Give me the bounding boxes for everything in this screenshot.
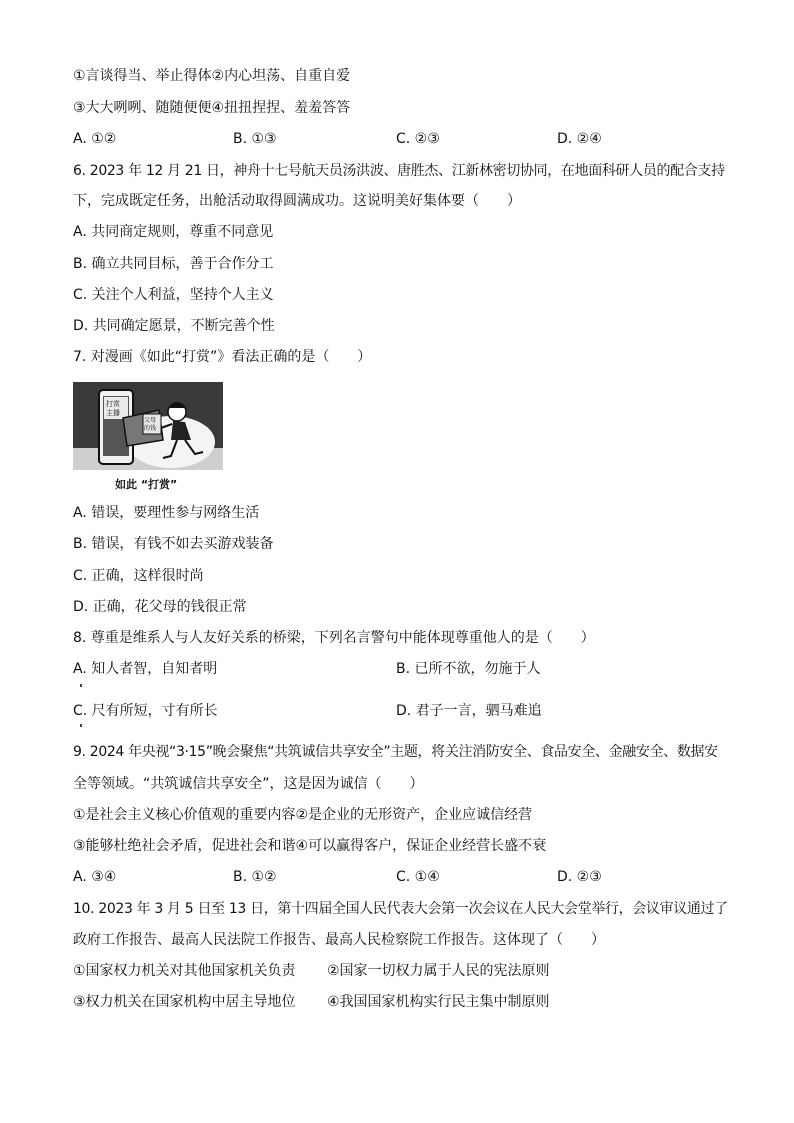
q7-option-b: B. 错误，有钱不如去买游戏装备 <box>73 536 274 552</box>
q8-option-a: A. 知人者智，自知者明 <box>73 661 218 677</box>
q7-cartoon-caption: 如此 “打赏” <box>115 478 178 491</box>
q7-stem: 7. 对漫画《如此“打赏”》看法正确的是（ ） <box>73 349 372 365</box>
q10-item-3: ③权力机关在国家机构中居主导地位 <box>73 994 296 1010</box>
q6-option-c: C. 关注个人利益，坚持个人主义 <box>73 287 274 303</box>
cartoon-bag-text-1: 父母 <box>144 417 157 424</box>
scan-mark <box>80 684 82 687</box>
q6-option-a: A. 共同商定规则，尊重不同意见 <box>73 224 274 240</box>
q10-item-2: ②国家一切权力属于人民的宪法原则 <box>327 963 550 979</box>
q9-option-c: C. ①④ <box>396 869 440 885</box>
cartoon-bag-text-2: 的钱 <box>144 425 157 432</box>
q8-option-b: B. 已所不欲，勿施于人 <box>396 661 541 677</box>
q5-option-b: B. ①③ <box>233 131 277 147</box>
q6-stem-line-1: 6. 2023 年 12 月 21 日，神舟十七号航天员汤洪波、唐胜杰、江新林密切协同，在地面科研人员的配合支持 <box>73 163 725 179</box>
q7-option-a: A. 错误，要理性参与网络生活 <box>73 505 260 521</box>
q7-option-c: C. 正确，这样很时尚 <box>73 568 204 584</box>
q9-item-3-4: ③能够杜绝社会矛盾，促进社会和谐④可以赢得客户，保证企业经营长盛不衰 <box>73 838 547 854</box>
q10-stem-line-1: 10. 2023 年 3 月 5 日至 13 日，第十四届全国人民代表大会第一次会议在人民大会堂举行，会议审议通过了 <box>73 901 728 917</box>
q9-stem-line-1: 9. 2024 年央视“3·15”晚会聚焦“共筑诚信共享安全”主题，将关注消防安全、食品安全、金融安全、数据安 <box>73 744 718 760</box>
q6-option-b: B. 确立共同目标，善于合作分工 <box>73 256 274 272</box>
q10-item-1: ①国家权力机关对其他国家机关负责 <box>73 963 296 979</box>
q9-stem-line-2: 全等领域。“共筑诚信共享安全”，这是因为诚信（ ） <box>73 776 424 792</box>
q5-option-a: A. ①② <box>73 131 117 147</box>
cartoon-screen-text-2: 主播 <box>106 409 120 417</box>
q5-item-3-4: ③大大咧咧、随随便便④扭扭捏捏、羞羞答答 <box>73 100 351 116</box>
q9-option-a: A. ③④ <box>73 869 117 885</box>
cartoon-screen-text-1: 打赏 <box>106 400 120 408</box>
q9-option-b: B. ①② <box>233 869 277 885</box>
q9-item-1-2: ①是社会主义核心价值观的重要内容②是企业的无形资产，企业应诚信经营 <box>73 807 533 823</box>
q10-stem-line-2: 政府工作报告、最高人民法院工作报告、最高人民检察院工作报告。这体现了（ ） <box>73 932 605 948</box>
q9-option-d: D. ②③ <box>557 869 602 885</box>
q5-item-1-2: ①言谈得当、举止得体②内心坦荡、自重自爱 <box>73 68 351 84</box>
q6-option-d: D. 共同确定愿景，不断完善个性 <box>73 318 275 334</box>
scan-mark <box>80 724 82 727</box>
q10-item-4: ④我国国家机构实行民主集中制原则 <box>327 994 550 1010</box>
q6-stem-line-2: 下，完成既定任务，出舱活动取得圆满成功。这说明美好集体要（ ） <box>73 193 521 209</box>
q5-option-d: D. ②④ <box>557 131 602 147</box>
q8-option-d: D. 君子一言，驷马难追 <box>396 703 542 719</box>
q8-stem: 8. 尊重是维系人与人友好关系的桥梁，下列名言警句中能体现尊重他人的是（ ） <box>73 630 595 646</box>
q7-cartoon-image <box>73 382 223 470</box>
q7-option-d: D. 正确，花父母的钱很正常 <box>73 599 247 615</box>
q5-option-c: C. ②③ <box>396 131 440 147</box>
q8-option-c: C. 尺有所短，寸有所长 <box>73 703 218 719</box>
